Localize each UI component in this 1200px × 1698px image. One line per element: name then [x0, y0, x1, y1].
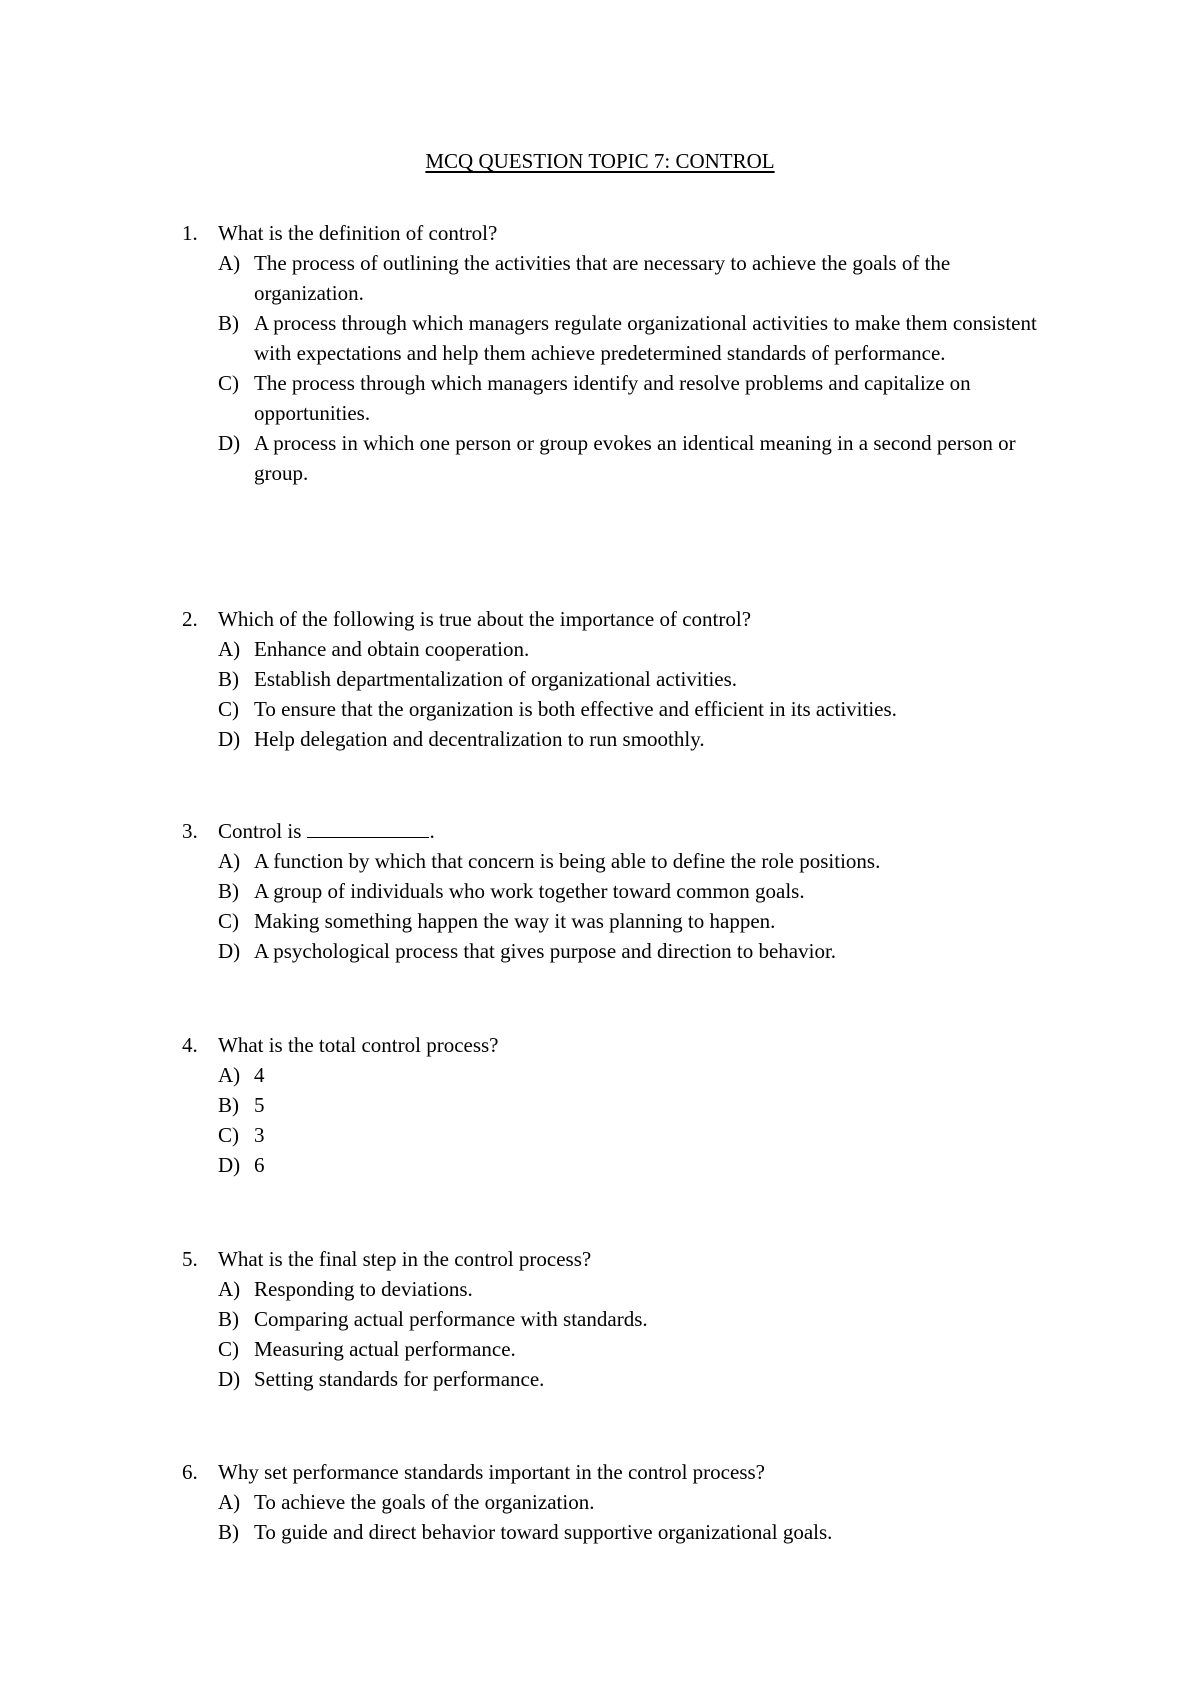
question-text: Which of the following is true about the importance of control? — [218, 607, 752, 631]
question-stem — [182, 816, 1062, 846]
option-letter: A) — [218, 1063, 241, 1087]
option-letter: B) — [218, 1520, 239, 1544]
option-letter: C) — [218, 1123, 239, 1147]
option-a — [182, 846, 1062, 876]
option-d — [182, 724, 1062, 754]
option-text: A psychological process that gives purpose and direction to behavior. — [254, 939, 837, 963]
option-d — [182, 1150, 1062, 1180]
option-letter: C) — [218, 697, 239, 721]
question-stem — [182, 1244, 1062, 1274]
question-stem — [182, 218, 1062, 248]
option-text: Comparing actual performance with standards. — [254, 1307, 648, 1331]
option-text: To ensure that the organization is both effective and efficient in its activities. — [254, 697, 897, 721]
page-title: MCQ QUESTION TOPIC 7: CONTROL — [425, 149, 775, 173]
options-list — [182, 248, 1062, 488]
option-c — [182, 1334, 1062, 1364]
option-letter: D) — [218, 431, 241, 455]
option-c — [182, 906, 1062, 936]
option-letter: C) — [218, 1337, 239, 1361]
question-stem — [182, 604, 1062, 634]
option-c — [182, 1120, 1062, 1150]
option-d — [182, 936, 1062, 966]
option-c — [182, 694, 1062, 724]
option-letter: D) — [218, 727, 241, 751]
options-list — [182, 1487, 1062, 1547]
option-a — [182, 1487, 1062, 1517]
question-text: What is the total control process? — [218, 1033, 499, 1057]
option-letter: B) — [218, 667, 239, 691]
question-text: What is the definition of control? — [218, 221, 498, 245]
option-text: A function by which that concern is being able to define the role positions. — [254, 849, 881, 873]
option-c — [182, 368, 1062, 428]
option-letter: B) — [218, 311, 239, 335]
option-text: To guide and direct behavior toward supportive organizational goals. — [254, 1520, 833, 1544]
option-text: Establish departmentalization of organizational activities. — [254, 667, 738, 691]
option-letter: C) — [218, 371, 239, 395]
answer-blank — [307, 817, 429, 838]
option-text: A process in which one person or group evokes an identical meaning in a second person or group. — [254, 431, 1016, 485]
option-text: Making something happen the way it was planning to happen. — [254, 909, 776, 933]
option-letter: D) — [218, 1367, 241, 1391]
option-text: The process through which managers identify and resolve problems and capitalize on opportunities. — [254, 371, 971, 425]
option-letter: A) — [218, 1277, 241, 1301]
question-text: What is the final step in the control process? — [218, 1247, 592, 1271]
option-text: The process of outlining the activities that are necessary to achieve the goals of the organization. — [254, 251, 951, 305]
question-6 — [182, 1457, 1062, 1547]
question-stem — [182, 1457, 1062, 1487]
option-letter: B) — [218, 1307, 239, 1331]
option-letter: A) — [218, 1490, 241, 1514]
option-text: Setting standards for performance. — [254, 1367, 545, 1391]
options-list — [182, 846, 1062, 966]
question-number: 1. — [182, 221, 198, 245]
question-3 — [182, 816, 1062, 966]
question-number: 6. — [182, 1460, 198, 1484]
option-text: 4 — [254, 1063, 265, 1087]
option-text: To achieve the goals of the organization. — [254, 1490, 595, 1514]
option-b — [182, 1090, 1062, 1120]
option-d — [182, 428, 1062, 488]
option-text: Responding to deviations. — [254, 1277, 473, 1301]
question-number: 5. — [182, 1247, 198, 1271]
option-a — [182, 1060, 1062, 1090]
question-number: 2. — [182, 607, 198, 631]
option-b — [182, 664, 1062, 694]
option-letter: D) — [218, 1153, 241, 1177]
option-text: Help delegation and decentralization to run smoothly. — [254, 727, 705, 751]
options-list — [182, 634, 1062, 754]
option-letter: B) — [218, 879, 239, 903]
question-text-end: . — [429, 819, 435, 843]
option-letter: A) — [218, 849, 241, 873]
option-letter: D) — [218, 939, 241, 963]
option-letter: A) — [218, 251, 241, 275]
question-number: 4. — [182, 1033, 198, 1057]
option-text: A group of individuals who work together toward common goals. — [254, 879, 805, 903]
question-text: Why set performance standards important in the control process? — [218, 1460, 765, 1484]
option-text: A process through which managers regulate organizational activities to make them consistent with expectations and help them achieve predetermined standards of performance. — [254, 311, 1037, 365]
option-text: Measuring actual performance. — [254, 1337, 516, 1361]
option-a — [182, 1274, 1062, 1304]
option-text: 3 — [254, 1123, 265, 1147]
option-text: 6 — [254, 1153, 265, 1177]
question-2 — [182, 604, 1062, 754]
option-b — [182, 1517, 1062, 1547]
options-list — [182, 1060, 1062, 1180]
option-a — [182, 248, 1062, 308]
option-text: Enhance and obtain cooperation. — [254, 637, 530, 661]
option-letter: A) — [218, 637, 241, 661]
option-b — [182, 876, 1062, 906]
option-a — [182, 634, 1062, 664]
question-number: 3. — [182, 819, 198, 843]
question-stem — [182, 1030, 1062, 1060]
question-1 — [182, 218, 1062, 488]
options-list — [182, 1274, 1062, 1394]
option-b — [182, 1304, 1062, 1334]
option-letter: B) — [218, 1093, 239, 1117]
option-d — [182, 1364, 1062, 1394]
option-text: 5 — [254, 1093, 265, 1117]
question-4 — [182, 1030, 1062, 1180]
question-5 — [182, 1244, 1062, 1394]
question-text: Control is — [218, 819, 302, 843]
option-b — [182, 308, 1062, 368]
option-letter: C) — [218, 909, 239, 933]
